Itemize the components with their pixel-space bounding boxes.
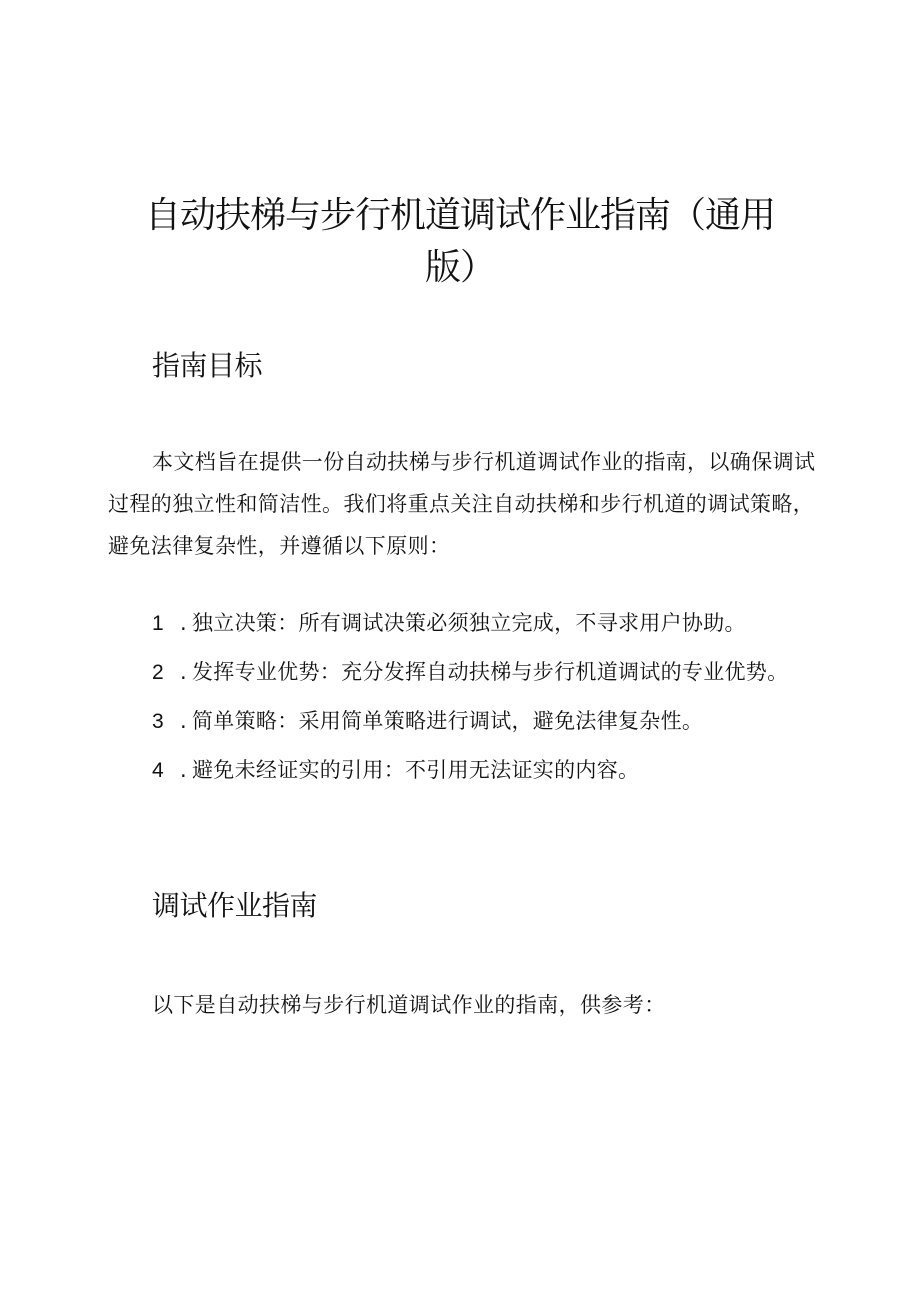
list-item <box>152 709 852 758</box>
list-item <box>152 660 852 709</box>
list-item-number: 4 <box>152 759 164 782</box>
section-heading-guide: 调试作业指南 <box>152 889 318 923</box>
list-item <box>152 611 852 660</box>
list-item-text: 避免未经证实的引用：不引用无法证实的内容。 <box>192 758 640 782</box>
list-item-dot: . <box>180 660 187 684</box>
goal-paragraph: 本文档旨在提供一份自动扶梯与步行机道调试作业的指南，以确保调试过程的独立性和简洁性。我们将重点关注自动扶梯和步行机道的调试策略，避免法律复杂性，并遵循以下原则： <box>108 450 816 558</box>
list-item-dot: . <box>180 758 187 782</box>
list-item-number: 2 <box>152 661 164 684</box>
list-item-text: 发挥专业优势：充分发挥自动扶梯与步行机道调试的专业优势。 <box>192 660 789 684</box>
list-item-text: 简单策略：采用简单策略进行调试，避免法律复杂性。 <box>192 709 704 733</box>
principles-list <box>152 611 852 807</box>
list-item-dot: . <box>180 611 187 635</box>
list-item-number: 1 <box>152 612 164 635</box>
list-item-number: 3 <box>152 710 164 733</box>
document-title: 自动扶梯与步行机道调试作业指南（通用版） <box>144 195 775 289</box>
list-item-text: 独立决策：所有调试决策必须独立完成，不寻求用户协助。 <box>192 611 746 635</box>
list-item <box>152 758 852 807</box>
guide-paragraph: 以下是自动扶梯与步行机道调试作业的指南，供参考： <box>152 993 666 1017</box>
section-heading-goal: 指南目标 <box>152 349 263 383</box>
list-item-dot: . <box>180 709 187 733</box>
